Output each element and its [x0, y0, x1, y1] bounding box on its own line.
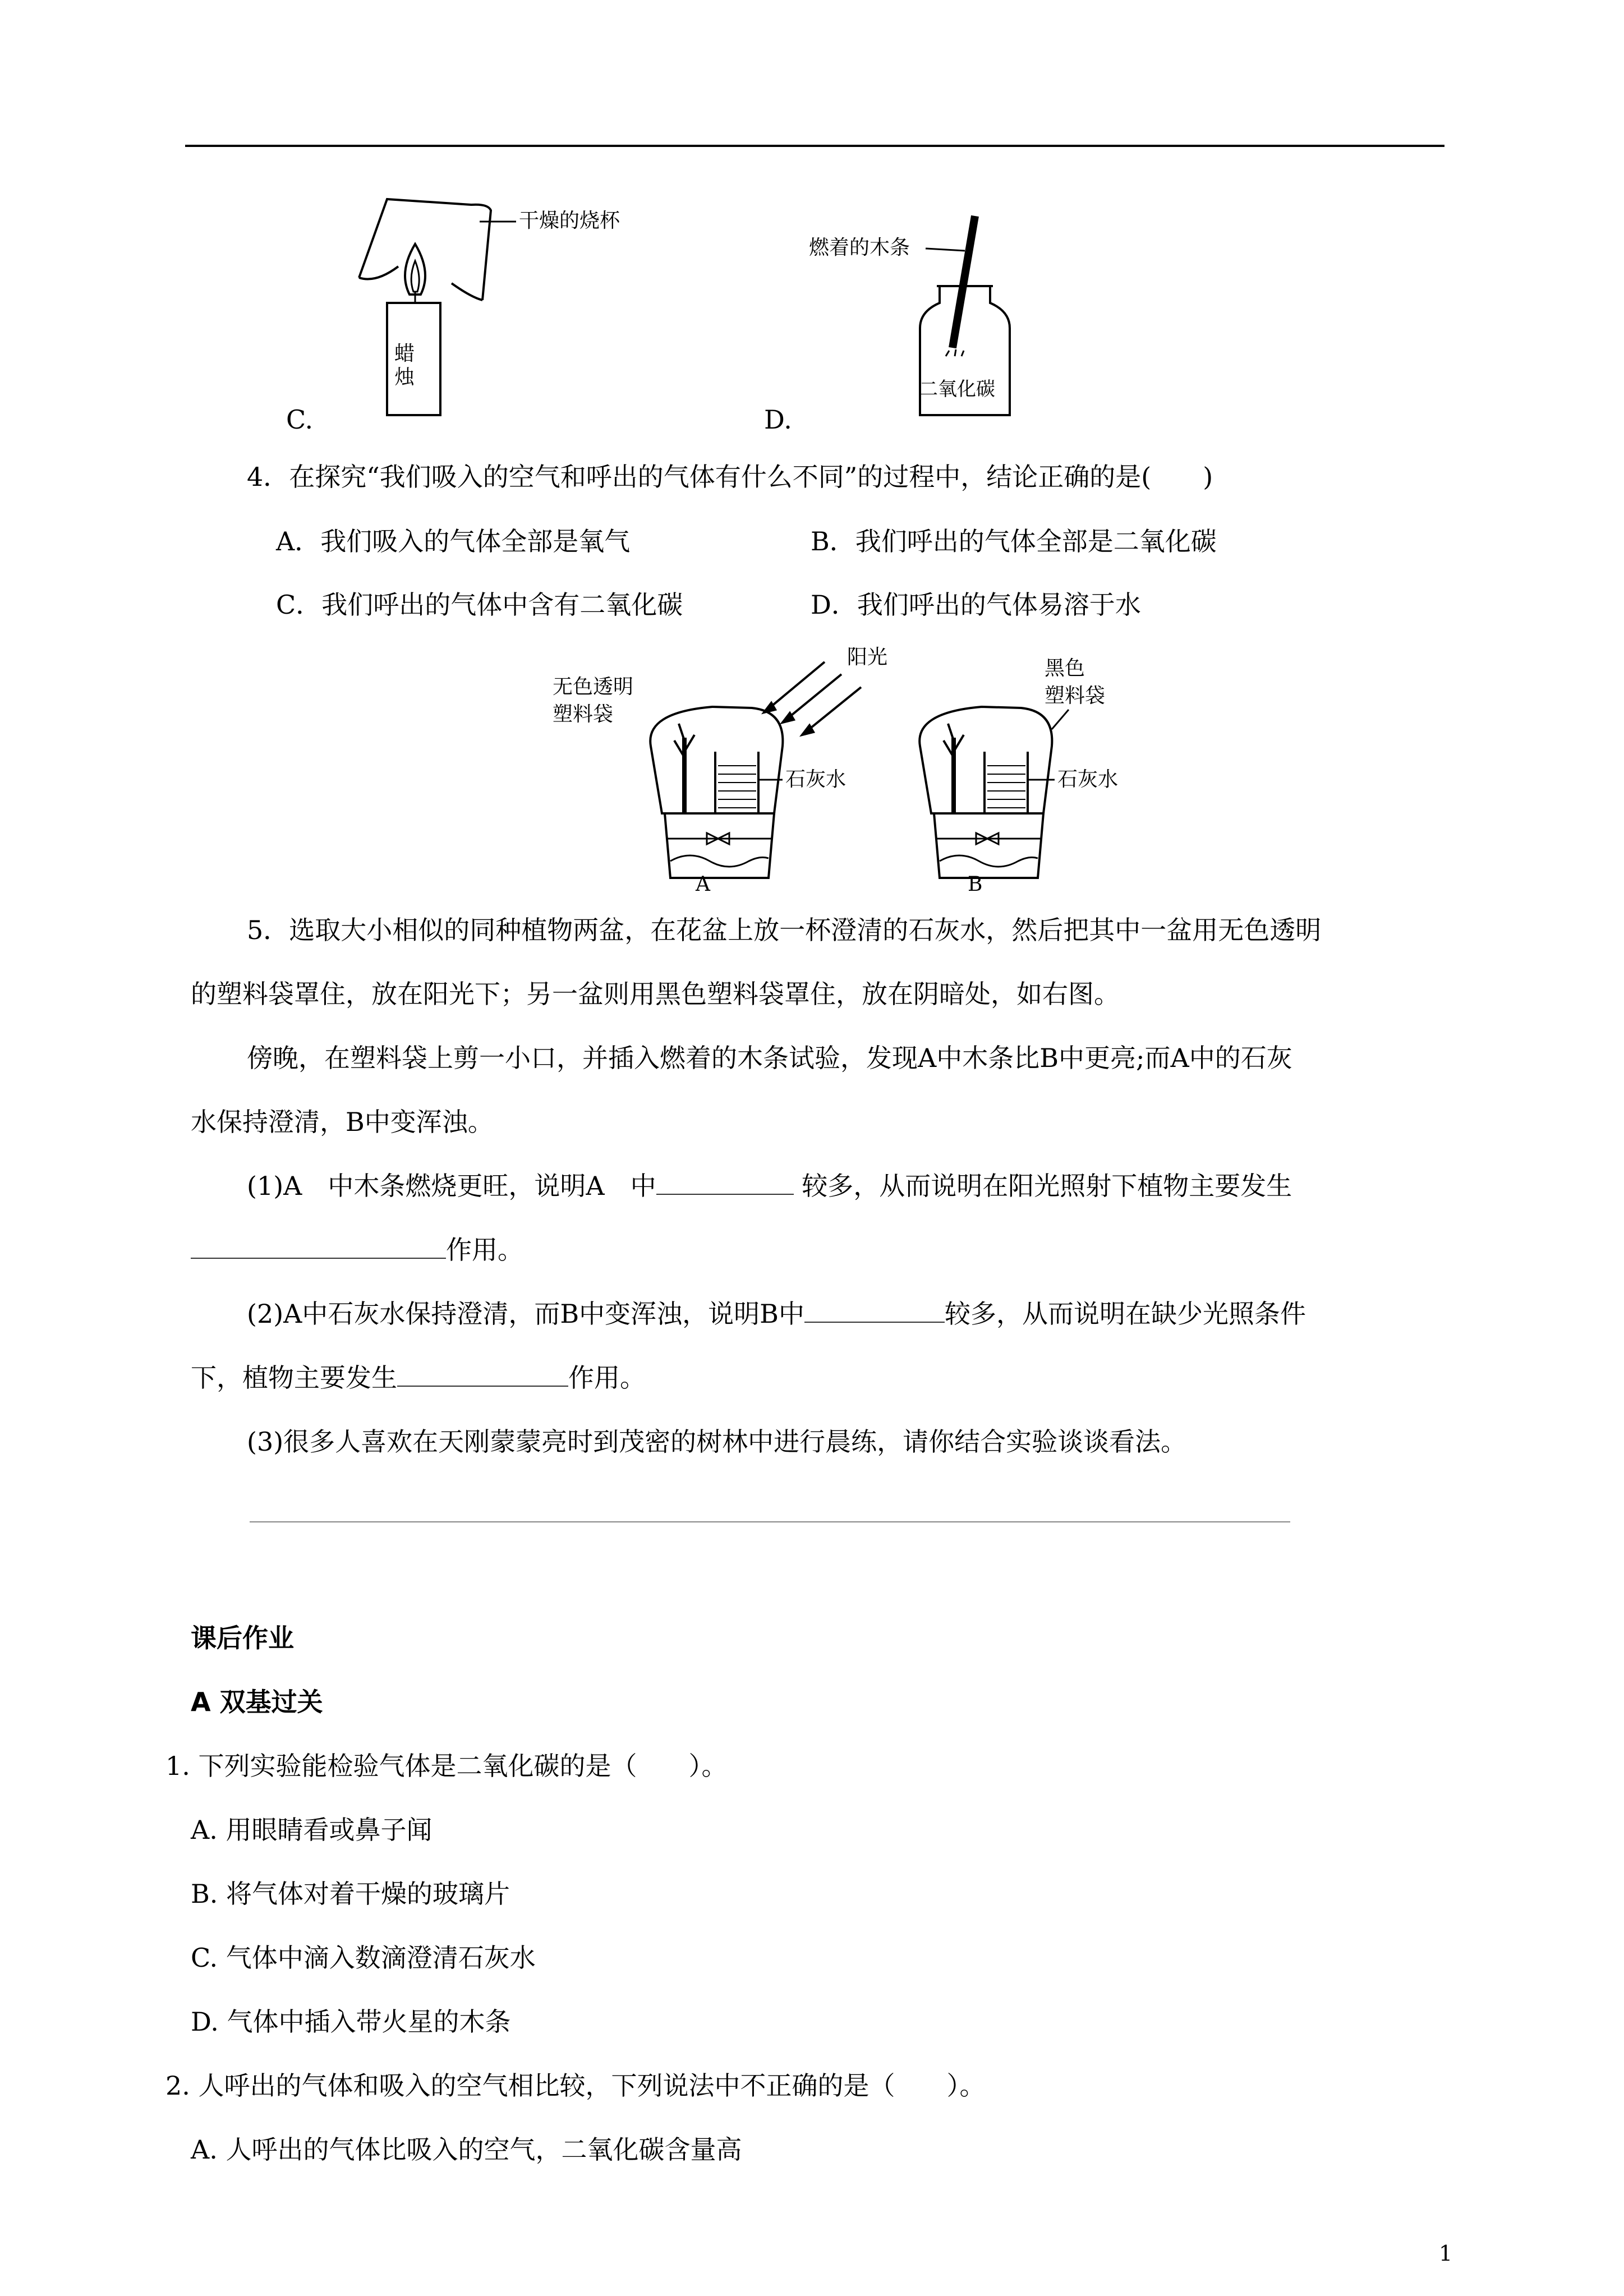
figure-d-option: D.: [764, 404, 792, 435]
hw-q1-option-c: C. 气体中滴入数滴澄清石灰水: [191, 1943, 536, 1973]
q4-option-a: A．我们吸入的气体全部是氧气: [276, 526, 631, 556]
q5-sub3-answer-line[interactable]: [250, 1521, 1290, 1522]
figure-c-option: C.: [286, 404, 314, 435]
q5-figure-bag-a-line2: 塑料袋: [553, 703, 614, 726]
q5-sub1-line1: [247, 1169, 1292, 1203]
q5-sub1-blank1[interactable]: [656, 1169, 794, 1195]
hw-q1-option-d: D. 气体中插入带火星的木条: [191, 2007, 511, 2037]
q5-sub1-part1: (1)A 中木条燃烧更旺，说明A 中: [247, 1171, 656, 1201]
q4-stem: 4．在探究“我们吸入的空气和呼出的气体有什么不同”的过程中，结论正确的是( ): [247, 462, 1213, 492]
q5-sub2-blank2[interactable]: [397, 1361, 568, 1387]
q5-sub3: (3)很多人喜欢在天刚蒙蒙亮时到茂密的树林中进行晨练，请你结合实验谈谈看法。: [247, 1427, 1187, 1457]
q4-option-c: C．我们呼出的气体中含有二氧化碳: [276, 590, 683, 620]
hw-q2-option-a: A. 人呼出的气体比吸入的空气，二氧化碳含量高: [191, 2134, 742, 2165]
homework-title: 课后作业: [191, 1623, 294, 1653]
figure-c-label-candle: 蜡烛: [394, 342, 415, 389]
q5-figure-label-b: B: [968, 873, 983, 896]
q5-figure-bag-b-line2: 塑料袋: [1045, 684, 1106, 707]
header-rule: [185, 145, 1444, 147]
q5-figure-plants: [611, 645, 1119, 903]
q5-sub1-part2: 较多，从而说明在阳光照射下植物主要发生: [802, 1171, 1292, 1201]
hw-q1-stem: 1. 下列实验能检验气体是二氧化碳的是（ ）。: [165, 1751, 728, 1781]
q5-sub2-part1: (2)A中石灰水保持澄清，而B中变浑浊，说明B中: [247, 1299, 804, 1329]
q5-sub2-part3: 下，植物主要发生: [191, 1363, 397, 1393]
q5-sub2-part2: 较多，从而说明在缺少光照条件: [945, 1299, 1306, 1329]
q5-figure-label-a: A: [696, 873, 710, 896]
hw-q2-stem: 2. 人呼出的气体和吸入的空气相比较，下列说法中不正确的是（ ）。: [165, 2070, 986, 2101]
q5-sub2-line1: [247, 1297, 1306, 1331]
figure-c-candle-beaker: [353, 188, 522, 424]
q5-sub2-line2: [191, 1361, 646, 1395]
figure-d-label-stick: 燃着的木条: [809, 236, 910, 259]
hw-q1-option-b: B. 将气体对着干燥的玻璃片: [191, 1879, 510, 1909]
q5-sub2-blank1[interactable]: [804, 1297, 945, 1323]
page-number: 1: [1439, 2241, 1453, 2266]
hw-q1-option-a: A. 用眼睛看或鼻子闻: [191, 1815, 433, 1845]
q5-para2-line1: 傍晚，在塑料袋上剪一小口，并插入燃着的木条试验，发现A中木条比B中更亮;而A中的石灰: [247, 1043, 1292, 1073]
figure-c-label-beaker: 干燥的烧杯: [519, 209, 620, 232]
q5-para1-line1: 5．选取大小相似的同种植物两盆，在花盆上放一杯澄清的石灰水，然后把其中一盆用无色透明: [247, 915, 1322, 945]
q5-sub2-part4: 作用。: [568, 1363, 646, 1393]
q5-sub1-line2: [191, 1233, 523, 1267]
q5-para1-line2: 的塑料袋罩住，放在阳光下；另一盆则用黑色塑料袋罩住，放在阴暗处，如右图。: [191, 979, 1120, 1009]
q5-figure-bag-a-line1: 无色透明: [553, 675, 634, 698]
q5-figure-bag-b-line1: 黑色: [1045, 657, 1085, 680]
q5-para2-line2: 水保持澄清，B中变浑浊。: [191, 1107, 494, 1137]
q4-option-d: D．我们呼出的气体易溶于水: [811, 590, 1141, 620]
q5-sub1-part3: 作用。: [446, 1235, 523, 1265]
q5-figure-sunlight: 阳光: [847, 646, 888, 669]
homework-section: A 双基过关: [191, 1687, 323, 1717]
q5-sub1-blank2[interactable]: [191, 1233, 446, 1259]
q5-figure-limewater-a: 石灰水: [785, 768, 846, 791]
q4-option-b: B．我们呼出的气体全部是二氧化碳: [811, 526, 1217, 556]
q5-figure-limewater-b: 石灰水: [1057, 768, 1119, 791]
figure-d-label-bottle: 二氧化碳: [919, 378, 995, 401]
